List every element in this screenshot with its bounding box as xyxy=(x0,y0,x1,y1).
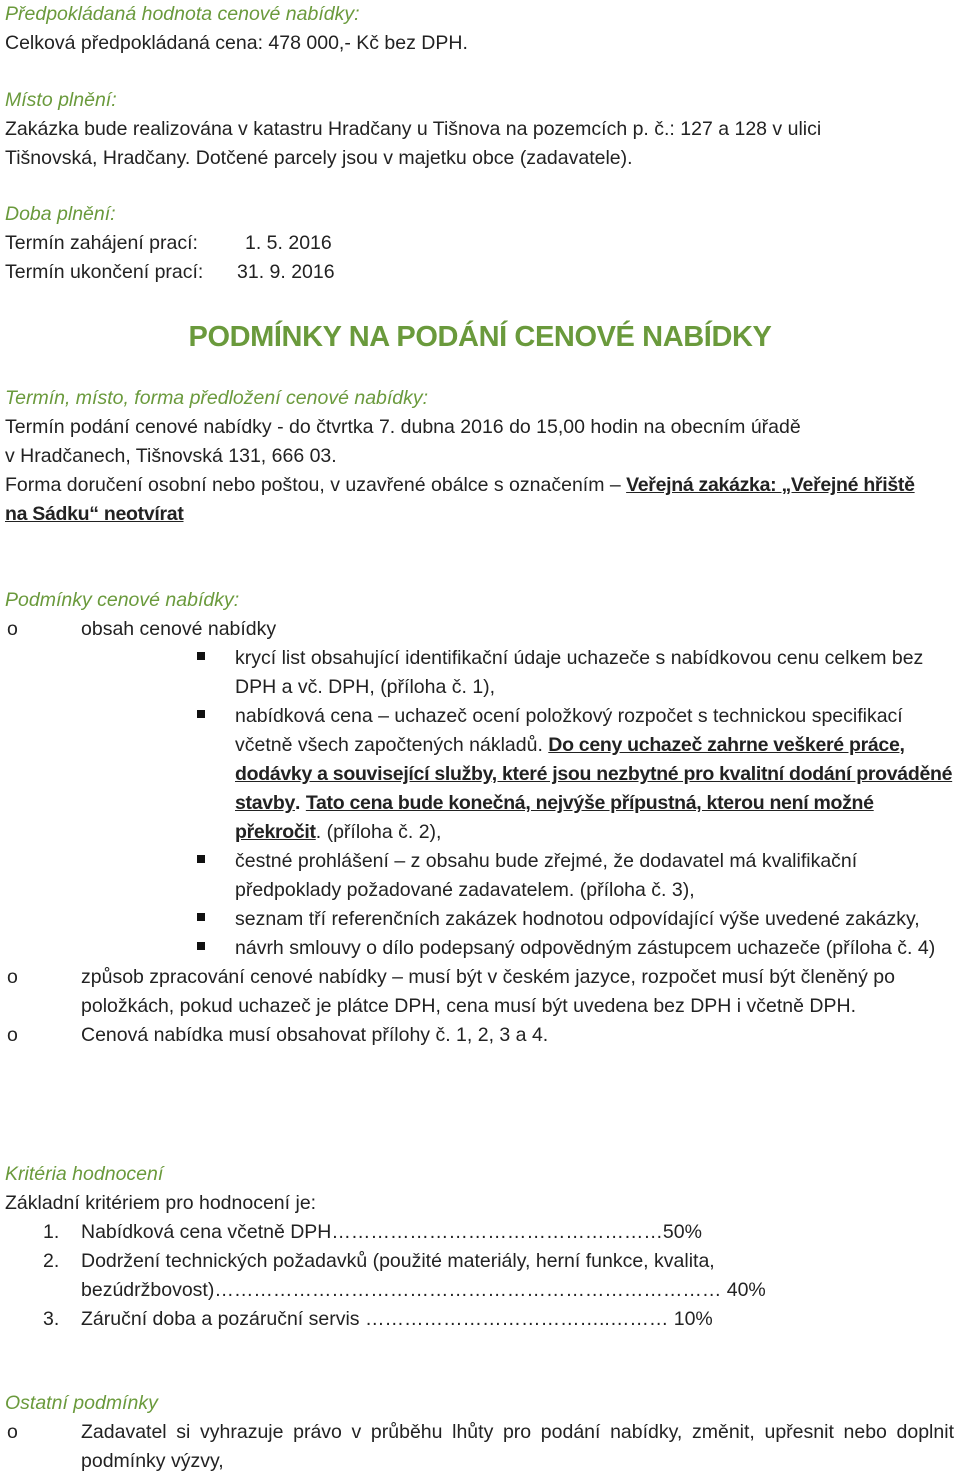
text-forma-prefix: Forma doručení osobní nebo poštou, v uzavřené obálce s označením – xyxy=(5,474,627,496)
section-hodnota xyxy=(0,0,960,58)
square-bullet-icon xyxy=(197,942,205,950)
criterion-number: 1. xyxy=(43,1221,60,1243)
row-zahajeni xyxy=(0,229,960,258)
square-bullet-icon xyxy=(197,913,205,921)
text-cena-part1: nabídková cena – uchazeč ocení položkový rozpočet s technickou specifikací včetně všech započtených nákladů. xyxy=(235,705,903,756)
criterion-item xyxy=(0,1247,960,1305)
text-misto-line2: Tišnovská, Hradčany. Dotčené parcely jsou v majetku obce (zadavatele). xyxy=(5,147,633,169)
criterion-text: Záruční doba a pozáruční servis ………………………………..……… 10% xyxy=(81,1308,713,1330)
text-kriteria-intro: Základní kritériem pro hodnocení je: xyxy=(5,1192,317,1214)
sub-item-seznam-zakazek xyxy=(0,905,960,934)
circle-marker: o xyxy=(7,1421,18,1443)
section-termin xyxy=(0,384,960,529)
text-cena-part3: . xyxy=(295,792,306,814)
text-celkova-cena: Celková předpokládaná cena: 478 000,- Kč bez DPH. xyxy=(5,32,468,54)
sub-item-navrh-smlouvy xyxy=(0,934,960,963)
section-podminky xyxy=(0,586,960,1050)
heading-podminky: Podmínky cenové nabídky: xyxy=(5,589,240,611)
heading-kriteria: Kritéria hodnocení xyxy=(5,1163,164,1185)
text-forma-oznaceni: Veřejná zakázka: „Veřejné hřiště na Sádku“ neotvírat xyxy=(5,474,915,525)
row-ukonceni xyxy=(0,258,960,287)
text-seznam-zakazek: seznam tří referenčních zakázek hodnotou odpovídající výše uvedené zakázky, xyxy=(235,908,920,930)
text-zadavatel: Zadavatel si vyhrazuje právo v průběhu lhůty pro podání nabídky, změnit, upřesnit nebo doplnit podmínky výzvy, xyxy=(81,1421,954,1472)
criterion-item xyxy=(0,1218,960,1247)
square-bullet-icon xyxy=(197,855,205,863)
list-item-obsah xyxy=(0,615,960,644)
heading-doba: Doba plnění: xyxy=(5,203,116,225)
heading-ostatni: Ostatní podmínky xyxy=(5,1392,158,1414)
text-forma xyxy=(0,471,960,529)
heading-hodnota: Předpokládaná hodnota cenové nabídky: xyxy=(5,3,360,25)
criterion-number: 3. xyxy=(43,1308,60,1330)
sub-item-cestne-prohlaseni xyxy=(0,847,960,905)
circle-marker: o xyxy=(7,1024,18,1046)
criterion-text: Nabídková cena včetně DPH……………………………………………50% xyxy=(81,1221,702,1243)
text-obsah: obsah cenové nabídky xyxy=(81,618,277,640)
page-title: PODMÍNKY NA PODÁNÍ CENOVÉ NABÍDKY xyxy=(188,321,772,353)
sub-item-nabidkova-cena xyxy=(0,702,960,847)
section-misto xyxy=(0,86,960,173)
list-item-prilohy xyxy=(0,1021,960,1050)
value-zahajeni: 1. 5. 2016 xyxy=(245,232,332,254)
square-bullet-icon xyxy=(197,710,205,718)
section-kriteria xyxy=(0,1160,960,1334)
text-prilohy: Cenová nabídka musí obsahovat přílohy č. 1, 2, 3 a 4. xyxy=(81,1024,549,1046)
text-zpusob: způsob zpracování cenové nabídky – musí být v českém jazyce, rozpočet musí být členěný po položkách, pokud uchazeč je plátce DPH, cena musí být uvedena bez DPH i včetně DPH. xyxy=(81,966,895,1017)
text-kryci-list: krycí list obsahující identifikační údaje uchazeče s nabídkovou cenu celkem bez DPH a vč. DPH, (příloha č. 1), xyxy=(235,647,924,698)
section-ostatni xyxy=(0,1389,960,1476)
label-ukonceni: Termín ukončení prací: xyxy=(5,261,204,283)
text-termin-line1: Termín podání cenové nabídky - do čtvrtka 7. dubna 2016 do 15,00 hodin na obecním úřadě xyxy=(5,416,801,438)
text-cena-part5: . (příloha č. 2), xyxy=(315,821,442,843)
heading-misto: Místo plnění: xyxy=(5,89,117,111)
list-item-zadavatel xyxy=(0,1418,960,1476)
text-cestne-prohlaseni: čestné prohlášení – z obsahu bude zřejmé, že dodavatel má kvalifikační předpoklady požadované zadavatelem. (příloha č. 3), xyxy=(235,850,858,901)
circle-marker: o xyxy=(7,966,18,988)
heading-termin: Termín, místo, forma předložení cenové nabídky: xyxy=(5,387,429,409)
criterion-item xyxy=(0,1305,960,1334)
list-item-zpusob xyxy=(0,963,960,1021)
circle-marker: o xyxy=(7,618,18,640)
text-misto-line1: Zakázka bude realizována v katastru Hradčany u Tišnova na pozemcích p. č.: 127 a 128 v ulici xyxy=(5,118,822,140)
text-cena-part2: Do ceny uchazeč zahrne veškeré práce, dodávky a související služby, které jsou nezbytné pro kvalitní dodání prováděné stavby xyxy=(235,734,953,814)
section-doba xyxy=(0,200,960,287)
label-zahajeni: Termín zahájení prací: xyxy=(5,232,198,254)
criterion-number: 2. xyxy=(43,1250,60,1272)
text-cena-part4: Tato cena bude konečná, nejvýše přípustná, kterou není možné překročit xyxy=(235,792,874,843)
criterion-text: Dodržení technických požadavků (použité materiály, herní funkce, kvalita, bezúdržbovost)…………………………………………………………………… 40% xyxy=(81,1250,766,1301)
sub-item-kryci-list xyxy=(0,644,960,702)
value-ukonceni: 31. 9. 2016 xyxy=(237,261,335,283)
text-termin-line2: v Hradčanech, Tišnovská 131, 666 03. xyxy=(5,445,337,467)
text-navrh-smlouvy: návrh smlouvy o dílo podepsaný odpovědným zástupcem uchazeče (příloha č. 4) xyxy=(235,937,936,959)
square-bullet-icon xyxy=(197,652,205,660)
